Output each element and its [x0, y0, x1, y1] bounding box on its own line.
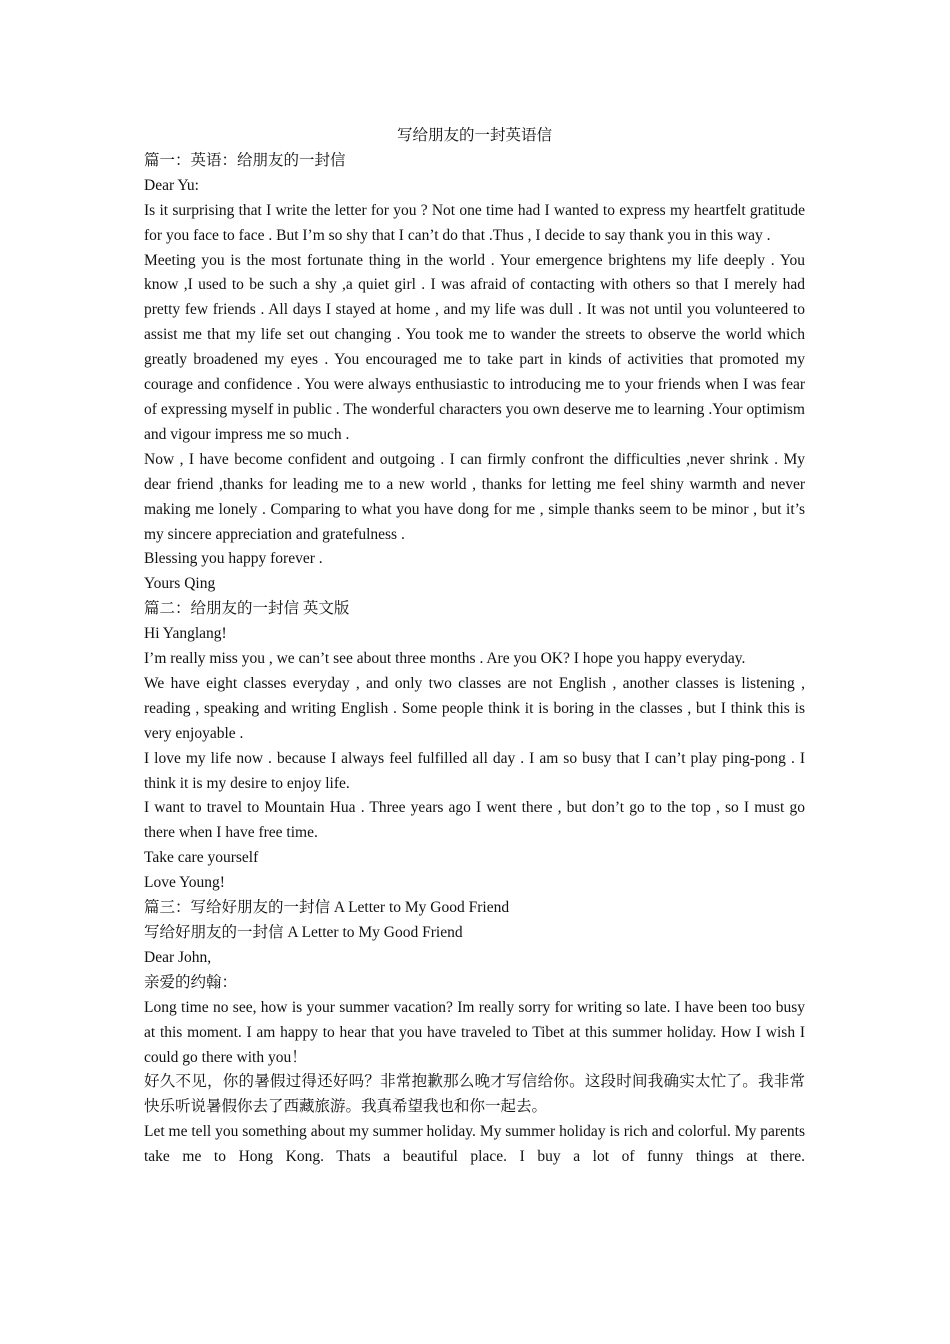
subheading: 写给好朋友的一封信 A Letter to My Good Friend — [144, 924, 463, 941]
salutation-chinese: 亲爱的约翰： — [144, 973, 238, 991]
paragraph: I want to travel to Mountain Hua . Three years ago I went there , but don’t go to the top , so I must go there when I have free time. — [144, 799, 805, 842]
heading-part-two: 篇二：给朋友的一封信 英文版 — [144, 600, 350, 618]
paragraph: I love my life now . because I always feel fulfilled all day . I am so busy that I can’t play ping-pong . I think it is my desire to enjoy life. — [144, 749, 805, 792]
heading-part-one: 篇一：英语：给朋友的一封信 — [144, 151, 346, 169]
paragraph: Meeting you is the most fortunate thing in the world . Your emergence brightens my life deeply . You know ,I used to be such a shy ,a quiet girl . I was afraid of contacting with others so that I merely had pretty few friends . All days I stayed at home , and my life was dull . It was not until you volunteered to assist me that my life set out changing . You took me to wander the streets to observe the world which greatly broadened my eyes . You encouraged me to take part in kinds of activities that promoted my courage and confidence . You were always enthusiastic to introducing me to your friends when I was fear of expressing myself in public . The wonderful characters you own deserve me to learning .Your optimism and vigour impress me so much . — [144, 251, 805, 443]
paragraph: Long time no see, how is your summer vacation? Im really sorry for writing so late. I have been too busy at this moment. I am happy to hear that you have traveled to Tibet at this summer holiday. How I wish I could go there with you！ — [144, 998, 805, 1066]
paragraph: We have eight classes everyday , and only two classes are not English , another classes is listening , reading , speaking and writing English . Some people think it is boring in the classes , but I think this is very enjoyable . — [144, 674, 805, 742]
document-page — [144, 124, 805, 1170]
closing-line: Take care yourself — [144, 849, 259, 867]
signature: Yours Qing — [144, 575, 216, 593]
signature: Love Young! — [144, 874, 225, 892]
salutation: Hi Yanglang! — [144, 625, 227, 643]
paragraph: I’m really miss you , we can’t see about three months . Are you OK? I hope you happy everyday. — [144, 650, 746, 668]
closing-line: Blessing you happy forever . — [144, 550, 323, 568]
heading-part-three: 篇三：写给好朋友的一封信 A Letter to My Good Friend — [144, 899, 510, 917]
paragraph: Is it surprising that I write the letter for you ? Not one time had I wanted to express my heartfelt gratitude for you face to face . But I’m so shy that I can’t do that .Thus , I decide to say thank you in this way . — [144, 201, 805, 244]
salutation: Dear John, — [144, 948, 212, 966]
paragraph-chinese: 好久不见，你的暑假过得还好吗？非常抱歉那么晚才写信给你。这段时间我确实太忙了。我非常快乐听说暑假你去了西藏旅游。我真希望我也和你一起去。 — [144, 1073, 805, 1116]
paragraph: Now , I have become confident and outgoing . I can firmly confront the difficulties ,never shrink . My dear friend ,thanks for leading me to a new world , thanks for letting me feel shiny warmth and never making me lonely . Comparing to what you have dong for me , simple thanks seem to be minor , but it’s my sincere appreciation and gratefulness . — [144, 450, 805, 543]
salutation: Dear Yu: — [144, 176, 199, 194]
paragraph: Let me tell you something about my summer holiday. My summer holiday is rich and colorful. My parents take me to Hong Kong. Thats a beautiful place. I buy a lot of funny things at there. — [144, 1123, 805, 1166]
document-title: 写给朋友的一封英语信 — [396, 127, 552, 144]
